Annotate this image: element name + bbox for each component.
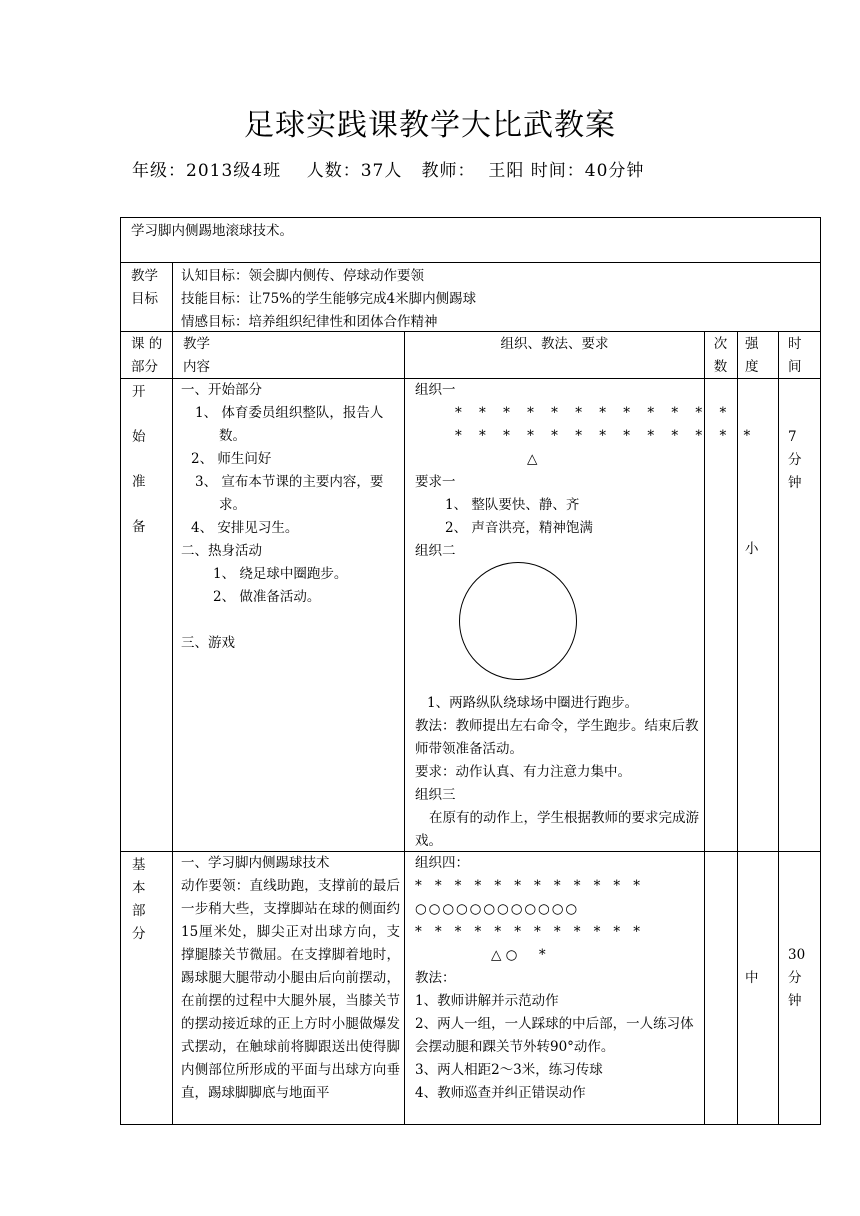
grid-line (120, 217, 821, 218)
formation-stars: * * * * * * * * * * * * (455, 405, 733, 421)
method-title: 教法： (415, 970, 456, 986)
section2-part (132, 854, 146, 946)
content-line: 2、 做准备活动。 (213, 589, 321, 605)
class-info-line: 年级：2013级4班 人数：37人 教师： 王阳 时间：40分钟 (132, 161, 645, 181)
content-title: 一、学习脚内侧踢球技术 (181, 855, 330, 871)
req-item: 1、 整队要快、静、齐 (445, 497, 580, 513)
section1-org (415, 379, 757, 563)
grid-line (120, 262, 821, 263)
duration-line: 钟 (788, 993, 802, 1009)
header-duration (788, 333, 802, 379)
grid-line (120, 1124, 821, 1125)
objective-item: 技能目标：让75%的学生能够完成4米脚内侧踢球 (181, 291, 477, 307)
part-char: 本 (132, 880, 146, 896)
method-item: 1、教师讲解并示范动作 (415, 993, 559, 1009)
part-char: 分 (132, 926, 146, 942)
grid-line (820, 217, 821, 1125)
org-note: 在原有的动作上，学生根据教师的要求完成游戏。 (415, 810, 699, 849)
section2-content (181, 852, 400, 1122)
header-text: 数 (713, 359, 728, 375)
method-item: 2、两人一组，一人踩球的中后部，一人练习体会摆动腿和踝关节外转90°动作。 (415, 1016, 694, 1055)
section1-part (132, 381, 146, 539)
duration-line: 钟 (788, 475, 802, 491)
content-body: 动作要领：直线助跑，支撑前的最后一步稍大些，支撑脚站在球的侧面约15厘米处，脚尖正对出球方向，支撑腿膝关节微屈。在支撑脚着地时，踢球腿大腿带动小腿由后向前摆动，在前摆的过程中大腿外展，当膝关节的摆动接近球的正上方时小腿做爆发式摆动，在触球前将脚跟送出使得脚内侧部位所形成的平面与出球方向垂直，踢球脚脚底与地面平 (181, 878, 400, 1101)
page-title: 足球实践课教学大比武教案 (244, 108, 616, 143)
grid-line (120, 217, 121, 1125)
formation-stars: * * * * * * * * * * * * (415, 878, 645, 894)
header-text: 教学 (183, 336, 210, 352)
header-text: 度 (745, 359, 759, 375)
part-char: 始 (132, 429, 146, 445)
section2-duration (788, 944, 805, 1013)
teacher-triangle: △ (527, 451, 538, 467)
header-text: 次 (713, 336, 728, 352)
grid-line (404, 331, 405, 1125)
req-title: 要求一 (415, 474, 456, 490)
org-note: 1、两路纵队绕球场中圈进行跑步。 (427, 695, 639, 711)
grid-line (172, 262, 173, 1125)
teacher-row: △ ○ * (491, 947, 546, 963)
content-line: 1、 体育委员组织整队，报告人数。 (195, 405, 384, 444)
section2-org (415, 852, 701, 1105)
org-title: 组织四： (415, 855, 469, 871)
header-intensity (745, 333, 759, 379)
duration-line: 30 (788, 947, 806, 963)
formation-stars: * * * * * * * * * * * * * (455, 428, 757, 444)
grid-line (737, 331, 738, 1125)
grid-line (778, 331, 779, 1125)
objectives-list (181, 265, 811, 334)
duration-line: 分 (788, 452, 802, 468)
header-times (704, 333, 737, 379)
org-title: 组织三 (415, 787, 456, 803)
method-item: 3、两人相距2～3米，练习传球 (415, 1062, 603, 1078)
part-char: 部 (132, 903, 146, 919)
org-title: 组织二 (415, 543, 456, 559)
section1-org-notes (415, 692, 699, 853)
section1-duration (788, 426, 802, 495)
part-char: 开 (132, 384, 146, 400)
section1-content (181, 379, 401, 655)
header-text: 强 (745, 336, 759, 352)
lesson-topic: 学习脚内侧踢地滚球技术。 (131, 223, 293, 239)
objectives-label-line: 教学 (131, 268, 158, 284)
method-item: 4、教师巡查并纠正错误动作 (415, 1085, 586, 1101)
duration-line: 分 (788, 970, 802, 986)
duration-line: 7 (788, 429, 797, 445)
formation-stars: * * * * * * * * * * * * (415, 924, 645, 940)
content-line: 一、开始部分 (181, 382, 262, 398)
header-part (131, 333, 171, 379)
content-line: 4、 安排见习生。 (191, 520, 299, 536)
content-line: 2、 师生问好 (191, 451, 272, 467)
header-text: 部分 (131, 359, 158, 375)
header-text: 内容 (183, 359, 210, 375)
formation-balls: ○ ○ ○ ○ ○ ○ ○ ○ ○ ○ ○ ○ (415, 901, 576, 917)
org-method: 教法：教师提出左右命令，学生跑步。结束后教师带领准备活动。 (415, 718, 699, 757)
content-line: 1、 绕足球中圈跑步。 (213, 566, 348, 582)
header-text: 时 (788, 336, 802, 352)
section1-intensity: 小 (745, 541, 759, 557)
part-char: 准 (132, 474, 146, 490)
content-line: 三、游戏 (181, 635, 235, 651)
org-requirement: 要求：动作认真、有力注意力集中。 (415, 764, 631, 780)
objective-item: 情感目标：培养组织纪律性和团体合作精神 (181, 314, 438, 330)
content-line: 二、热身活动 (181, 543, 262, 559)
header-org: 组织、教法、要求 (500, 336, 609, 352)
part-char: 备 (132, 519, 146, 535)
objectives-label-line: 目标 (131, 291, 158, 307)
grid-line (704, 331, 705, 1125)
objective-item: 认知目标：领会脚内侧传、停球动作要领 (181, 268, 424, 284)
org-title: 组织一 (415, 382, 456, 398)
header-text: 课 的 (131, 336, 163, 352)
header-content (183, 333, 210, 379)
center-circle-diagram (459, 562, 577, 680)
content-line: 3、 宣布本节课的主要内容，要求。 (195, 474, 384, 513)
objectives-label (131, 265, 167, 311)
header-text: 间 (788, 359, 802, 375)
section2-intensity: 中 (745, 970, 759, 986)
part-char: 基 (132, 857, 146, 873)
req-item: 2、 声音洪亮，精神饱满 (445, 520, 593, 536)
